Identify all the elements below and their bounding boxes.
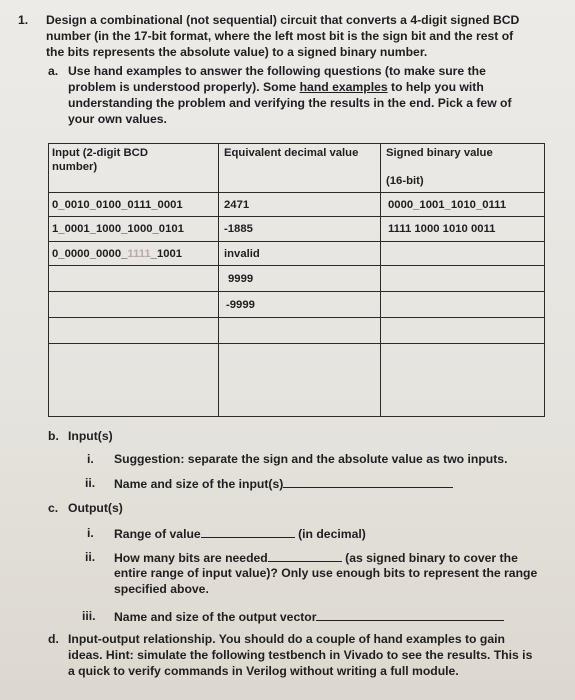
range-blank[interactable] <box>201 526 295 538</box>
part-b-title: Input(s) <box>68 429 113 443</box>
part-c-ii-num: ii. <box>85 550 96 564</box>
row-3-input <box>52 247 182 261</box>
part-c-ii-line-1 <box>114 550 518 566</box>
row-3-input-suffix: _1001 <box>150 248 183 260</box>
part-d-line-1: Input-output relationship. You should do a couple of hand examples to gain <box>68 632 505 646</box>
header-binary: Signed binary value <box>386 147 493 159</box>
part-b-item-1-num: i. <box>87 452 94 466</box>
row-1-decimal: 2471 <box>224 199 250 211</box>
row-3-decimal: invalid <box>224 248 260 260</box>
hand-examples-link[interactable]: hand examples <box>299 80 388 94</box>
part-a-line-2 <box>68 80 484 95</box>
part-a-line-3: understanding the problem and verifying the results in the end. Pick a few of <box>68 96 512 110</box>
table-rule <box>48 216 545 217</box>
part-c-ii-text: How many bits are needed <box>114 551 268 565</box>
part-c-i <box>114 526 366 542</box>
row-3-input-prefix: 0_0000_0000_ <box>52 248 128 260</box>
part-c-i-num: i. <box>87 526 94 540</box>
row-5-decimal: -9999 <box>226 299 255 311</box>
bits-blank[interactable] <box>268 550 342 562</box>
part-c-ii-line-2: entire range of input value)? Only use enough bits to represent the range <box>114 566 538 580</box>
table-rule <box>48 265 545 266</box>
table-rule <box>48 143 49 417</box>
part-d-letter: d. <box>48 632 59 646</box>
table-rule <box>218 143 219 417</box>
part-a-line-2-pre: problem is understood properly). Some <box>68 80 300 94</box>
part-c-letter: c. <box>48 501 59 515</box>
table-rule <box>544 143 545 417</box>
part-b-item-2-num: ii. <box>85 476 96 490</box>
part-a-letter: a. <box>48 64 59 78</box>
question-line-3: the bits represents the absolute value) to a signed binary number. <box>46 45 428 59</box>
input-name-blank[interactable] <box>283 476 453 488</box>
part-c-ii-text-b: (as signed binary to cover the <box>345 551 518 565</box>
row-2-input: 1_0001_1000_1000_0101 <box>52 223 184 235</box>
row-4-decimal: 9999 <box>228 273 254 285</box>
part-b-item-1-text: Suggestion: separate the sign and the absolute value as two inputs. <box>114 452 508 466</box>
part-b-item-2-text: Name and size of the input(s) <box>114 477 284 491</box>
part-c-title: Output(s) <box>68 501 123 515</box>
table-rule <box>380 143 381 417</box>
output-name-blank[interactable] <box>316 609 504 621</box>
question-line-2: number (in the 17-bit format, where the left most bit is the sign bit and the rest of <box>46 29 514 43</box>
part-c-i-text: Range of value <box>114 527 201 541</box>
table-rule <box>48 192 545 193</box>
part-c-ii-line-3: specified above. <box>114 582 209 596</box>
row-1-input: 0_0010_0100_0111_0001 <box>52 199 183 211</box>
header-binary-sub: (16-bit) <box>386 175 424 187</box>
part-b-item-2 <box>114 476 453 492</box>
part-d-line-3: a quick to verify commands in Verilog without writing a full module. <box>68 664 459 678</box>
part-c-i-suffix: (in decimal) <box>298 527 366 541</box>
table-rule <box>48 343 545 344</box>
part-b-letter: b. <box>48 429 59 443</box>
table-rule <box>48 291 545 292</box>
table-rule <box>48 317 545 318</box>
part-c-iii-num: iii. <box>82 609 96 623</box>
part-d-line-2: ideas. Hint: simulate the following testbench in Vivado to see the results. This is <box>68 648 533 662</box>
row-1-binary: 0000_1001_1010_0111 <box>388 199 507 211</box>
row-2-binary: 1111 1000 1010 0011 <box>388 223 496 235</box>
row-2-decimal: -1885 <box>224 223 253 235</box>
examples-table <box>48 143 545 417</box>
table-rule <box>48 241 545 242</box>
header-decimal: Equivalent decimal value <box>224 147 359 159</box>
part-a-line-2-post: to help you with <box>387 80 484 94</box>
header-input: Input (2-digit BCD <box>52 147 149 159</box>
part-c-iii <box>114 609 504 625</box>
table-rule <box>48 416 545 417</box>
question-line-1: Design a combinational (not sequential) circuit that converts a 4-digit signed BCD <box>46 13 520 27</box>
header-input-sub: number) <box>52 161 98 173</box>
question-number: 1. <box>18 13 29 27</box>
row-3-input-faint: 1111 <box>127 248 151 260</box>
table-rule <box>48 143 545 144</box>
part-a-line-1: Use hand examples to answer the following questions (to make sure the <box>68 64 486 78</box>
part-c-iii-text: Name and size of the output vector <box>114 610 317 624</box>
part-a-line-4: your own values. <box>68 112 167 126</box>
